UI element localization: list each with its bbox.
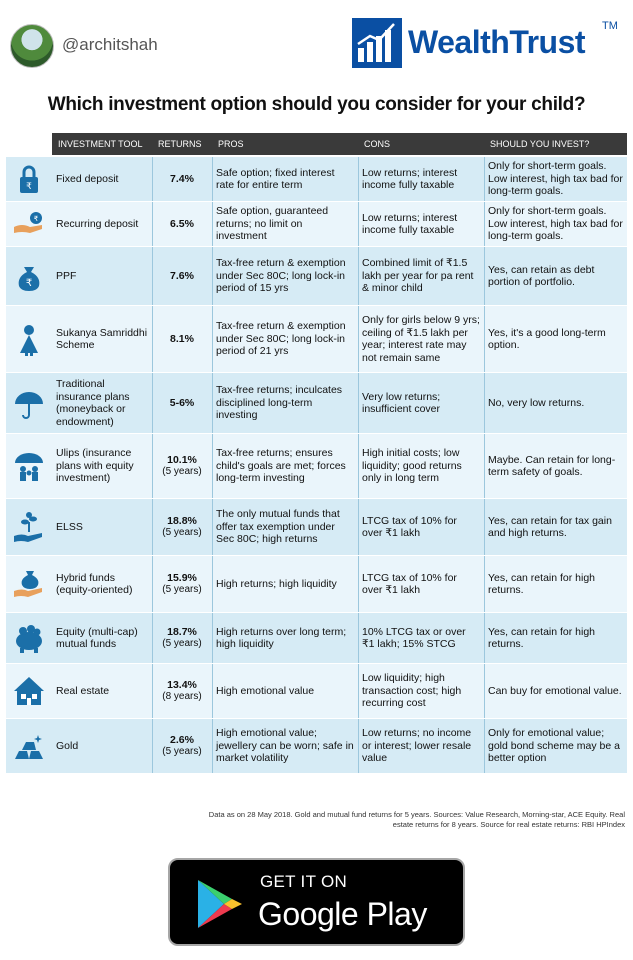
table-row — [6, 613, 627, 663]
returns-cell — [152, 664, 212, 718]
pros-cell: Tax-free return & exemption under Sec 80C; long lock-in period of 15 yrs — [216, 257, 346, 295]
pros-cell: High returns; high liquidity — [216, 577, 337, 590]
lock-icon — [12, 162, 46, 196]
should-invest-cell: Yes, can retain for high returns. — [488, 625, 596, 650]
plant-hand-icon — [12, 510, 46, 544]
returns-cell — [152, 434, 212, 498]
should-invest-cell: Maybe. Can retain for long-term safety of goals. — [488, 453, 616, 478]
column-header-pros: PROS — [212, 133, 358, 155]
pros-cell: High returns over long term; high liquidity — [216, 625, 347, 650]
pros-cell: High emotional value — [216, 684, 315, 697]
returns-value: 7.4% — [170, 172, 194, 185]
column-divider — [152, 664, 153, 718]
column-divider — [484, 499, 485, 555]
hand-bag-icon — [12, 567, 46, 601]
user-handle[interactable]: @architshah — [62, 35, 158, 54]
investment-tool-cell: Hybrid funds (equity-oriented) — [56, 571, 133, 596]
investment-tool-cell: Traditional insurance plans (moneyback or endowment) — [56, 378, 130, 428]
table-row — [6, 556, 627, 612]
returns-value: 2.6% — [170, 733, 194, 746]
column-divider — [152, 202, 153, 246]
umbrella-icon — [12, 386, 46, 420]
column-divider — [152, 306, 153, 372]
column-divider — [358, 247, 359, 305]
column-header-returns: RETURNS — [152, 133, 212, 155]
avatar[interactable] — [10, 24, 54, 68]
investment-tool-cell: Fixed deposit — [56, 172, 119, 185]
page-title: Which investment option should you consider for your child? — [47, 94, 586, 115]
cons-cell: Very low returns; insufficient cover — [362, 390, 441, 415]
column-divider — [212, 434, 213, 498]
pros-cell: Tax-free return & exemption under Sec 80C; long lock-in period of 21 yrs — [216, 320, 346, 358]
returns-period: (5 years) — [162, 527, 202, 538]
cons-cell: Only for girls below 9 yrs; ceiling of ₹1.5 lakh per year; interest rate may not remain same — [362, 314, 480, 364]
returns-value: 10.1% — [167, 453, 197, 466]
coin-pot-icon — [12, 621, 46, 655]
cons-cell: Low liquidity; high transaction cost; high recurring cost — [362, 672, 462, 710]
returns-cell — [152, 719, 212, 773]
column-divider — [358, 556, 359, 612]
cons-cell: Low returns; no income or interest; lower resale value — [362, 727, 472, 765]
row-icon-cell — [6, 434, 52, 498]
row-icon-cell — [6, 157, 52, 201]
returns-value: 5-6% — [169, 396, 195, 409]
should-invest-cell: Yes, can retain for tax gain and high returns. — [488, 514, 612, 539]
svg-text:₹: ₹ — [26, 182, 32, 192]
investment-tool-cell: ELSS — [56, 520, 83, 533]
column-divider — [358, 373, 359, 433]
column-divider — [212, 306, 213, 372]
returns-cell — [152, 613, 212, 663]
play-badge-store: Google Play — [258, 896, 427, 932]
row-icon-cell — [6, 499, 52, 555]
money-bag-icon — [12, 259, 46, 293]
returns-period: (8 years) — [162, 691, 202, 702]
row-icon-cell — [6, 556, 52, 612]
family-umbrella-icon — [12, 449, 46, 483]
column-divider — [484, 719, 485, 773]
should-invest-cell: Can buy for emotional value. — [488, 684, 622, 697]
brand-name: WealthTrust — [408, 24, 586, 60]
should-invest-cell: Only for emotional value; gold bond scheme may be a better option — [488, 727, 620, 765]
table-row — [6, 373, 627, 433]
gold-bars-icon — [12, 729, 46, 763]
column-divider — [358, 719, 359, 773]
column-divider — [212, 157, 213, 201]
returns-cell — [152, 157, 212, 201]
column-divider — [358, 157, 359, 201]
should-invest-cell: Yes, can retain for high returns. — [488, 571, 596, 596]
cons-cell: High initial costs; low liquidity; good returns only in long term — [362, 447, 462, 485]
table-row — [6, 202, 627, 246]
column-divider — [152, 613, 153, 663]
column-divider — [212, 664, 213, 718]
pros-cell: Safe option, guaranteed returns; no limit on investment — [216, 205, 329, 243]
returns-period: (5 years) — [162, 584, 202, 595]
column-divider — [484, 202, 485, 246]
returns-cell — [152, 306, 212, 372]
column-divider — [152, 556, 153, 612]
column-divider — [484, 306, 485, 372]
house-icon — [12, 674, 46, 708]
column-divider — [212, 202, 213, 246]
returns-cell — [152, 499, 212, 555]
column-divider — [484, 247, 485, 305]
cons-cell: Low returns; interest income fully taxable — [362, 166, 458, 191]
column-divider — [484, 157, 485, 201]
column-divider — [212, 556, 213, 612]
table-row — [6, 719, 627, 773]
returns-period: (5 years) — [162, 466, 202, 477]
column-divider — [484, 373, 485, 433]
row-icon-cell — [6, 247, 52, 305]
column-divider — [484, 556, 485, 612]
returns-value: 15.9% — [167, 571, 197, 584]
pros-cell: Tax-free returns; ensures child's goals are met; forces long-term investing — [216, 447, 346, 485]
column-divider — [358, 202, 359, 246]
column-divider — [358, 434, 359, 498]
table-row — [6, 664, 627, 718]
row-icon-cell — [6, 613, 52, 663]
svg-text:₹: ₹ — [25, 278, 33, 289]
pros-cell: High emotional value; jewellery can be worn; safe in market volatility — [216, 727, 354, 765]
column-header-invest: SHOULD YOU INVEST? — [484, 133, 627, 155]
returns-value: 6.5% — [170, 217, 194, 230]
column-divider — [152, 247, 153, 305]
footnote: Data as on 28 May 2018. Gold and mutual fund returns for 5 years. Sources: Value Research, Morning-star, ACE Equity. Real estate returns for 8 years. Source for real estate returns: RBI HPIndex — [208, 810, 625, 829]
returns-value: 13.4% — [167, 678, 197, 691]
column-divider — [484, 664, 485, 718]
column-divider — [358, 499, 359, 555]
returns-cell — [152, 202, 212, 246]
row-icon-cell — [6, 719, 52, 773]
investment-tool-cell: Gold — [56, 739, 79, 752]
investment-tool-cell: Equity (multi-cap) mutual funds — [56, 625, 138, 650]
column-divider — [212, 373, 213, 433]
investment-tool-cell: Recurring deposit — [56, 217, 139, 230]
column-divider — [212, 613, 213, 663]
brand-trademark: TM — [602, 20, 618, 32]
table-row — [6, 434, 627, 498]
top-bar — [0, 0, 633, 88]
returns-cell — [152, 373, 212, 433]
column-header-tool: INVESTMENT TOOL — [52, 133, 152, 155]
table-row — [6, 499, 627, 555]
column-divider — [358, 613, 359, 663]
returns-period: (5 years) — [162, 746, 202, 757]
row-icon-cell — [6, 202, 52, 246]
column-divider — [152, 373, 153, 433]
column-divider — [484, 434, 485, 498]
returns-value: 7.6% — [170, 269, 194, 282]
row-icon-cell — [6, 373, 52, 433]
cons-cell: Low returns; interest income fully taxable — [362, 211, 458, 236]
column-header-cons: CONS — [358, 133, 484, 155]
play-badge-caption: GET IT ON — [260, 872, 348, 891]
cons-cell: Combined limit of ₹1.5 lakh per year for pa rent & minor child — [362, 257, 474, 295]
column-divider — [212, 499, 213, 555]
returns-value: 18.7% — [167, 625, 197, 638]
should-invest-cell: Yes, can retain as debt portion of portfolio. — [488, 263, 595, 288]
wealthtrust-chart-icon — [352, 18, 402, 68]
returns-cell — [152, 247, 212, 305]
investment-tool-cell: Real estate — [56, 684, 110, 697]
investment-tool-cell: Sukanya Samriddhi Scheme — [56, 326, 148, 351]
column-divider — [152, 434, 153, 498]
pros-cell: The only mutual funds that offer tax exemption under Sec 80C; high returns — [216, 508, 340, 546]
returns-period: (5 years) — [162, 638, 202, 649]
cons-cell: 10% LTCG tax or over ₹1 lakh; 15% STCG — [362, 625, 466, 650]
wealthtrust-logo — [352, 18, 622, 72]
table-row — [6, 247, 627, 305]
column-divider — [358, 306, 359, 372]
returns-value: 8.1% — [170, 332, 194, 345]
returns-value: 18.8% — [167, 514, 197, 527]
column-divider — [212, 719, 213, 773]
should-invest-cell: No, very low returns. — [488, 396, 585, 409]
cons-cell: LTCG tax of 10% for over ₹1 lakh — [362, 514, 457, 539]
column-divider — [358, 664, 359, 718]
pros-cell: Safe option; fixed interest rate for entire term — [216, 166, 335, 191]
column-divider — [484, 613, 485, 663]
returns-cell — [152, 556, 212, 612]
google-play-badge[interactable] — [168, 858, 465, 946]
google-play-icon — [194, 878, 244, 930]
row-icon-cell — [6, 306, 52, 372]
table-row — [6, 157, 627, 201]
should-invest-cell: Only for short-term goals. Low interest, high tax bad for long-term goals. — [488, 205, 623, 243]
svg-text:₹: ₹ — [33, 215, 39, 223]
column-divider — [152, 157, 153, 201]
investment-tool-cell: PPF — [56, 269, 77, 282]
cons-cell: LTCG tax of 10% for over ₹1 lakh — [362, 571, 457, 596]
investment-tool-cell: Ulips (insurance plans with equity investment) — [56, 447, 134, 485]
should-invest-cell: Yes, it's a good long-term option. — [488, 326, 606, 351]
column-divider — [152, 499, 153, 555]
hand-coin-icon — [12, 207, 46, 241]
girl-icon — [12, 322, 46, 356]
row-icon-cell — [6, 664, 52, 718]
table-row — [6, 306, 627, 372]
should-invest-cell: Only for short-term goals. Low interest, high tax bad for long-term goals. — [488, 160, 623, 198]
pros-cell: Tax-free returns; inculcates disciplined long-term investing — [216, 384, 343, 422]
column-divider — [152, 719, 153, 773]
column-divider — [212, 247, 213, 305]
